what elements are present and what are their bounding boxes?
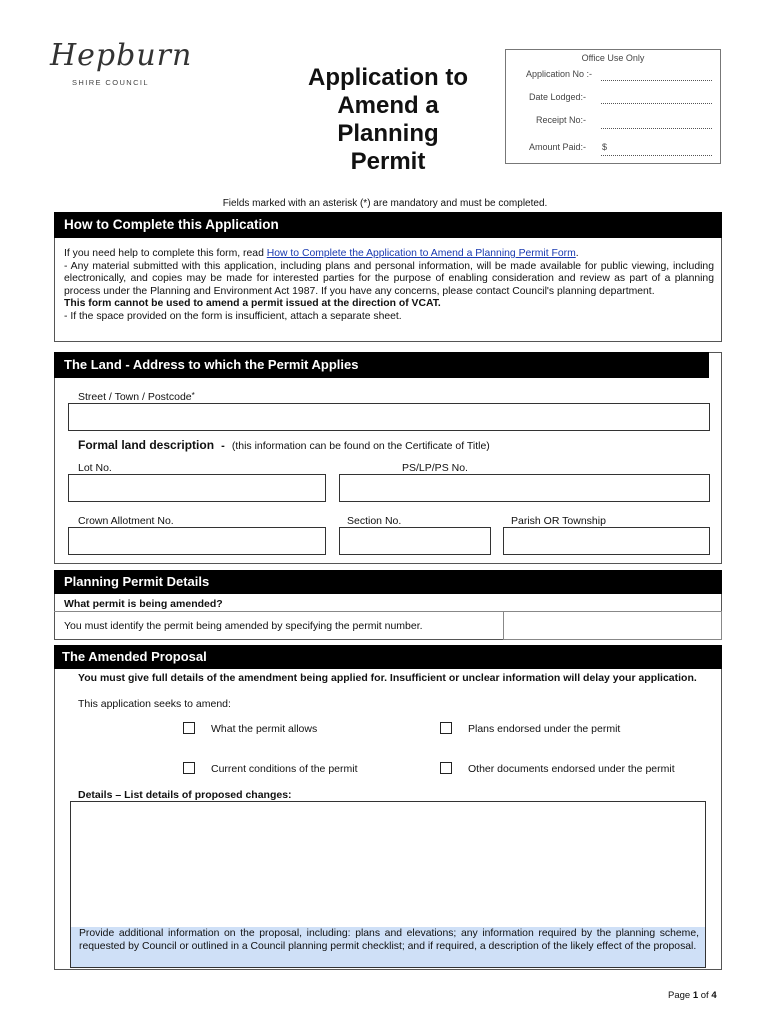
permit-number-input[interactable]: [503, 611, 722, 640]
parish-input[interactable]: [503, 527, 710, 555]
lot-input[interactable]: [68, 474, 326, 502]
date-lodged-label: Date Lodged:-: [528, 92, 586, 102]
council-logo-subtitle: SHIRE COUNCIL: [72, 78, 149, 87]
street-label: Street / Town / Postcode*: [78, 391, 195, 403]
permit-details-heading: Planning Permit Details: [54, 570, 722, 594]
how-to-text: If you need help to complete this form, read How to Complete the Application to Amend a Planning Permit Form. - Any material submitted with this application, including plans and personal information, will be made available for public viewing, including electronically, and copies may be made for interested parties for the purpose of enabling consideration and review as part of a planning process under the Planning and Environment Act 1987. If you have any concerns, please contact Council's planning department. This form cannot be used to amend a permit issued at the direction of VCAT. - If the space provided on the form is insufficient, attach a separate sheet.: [64, 248, 714, 322]
application-no-field: [601, 71, 712, 81]
section-input[interactable]: [339, 527, 491, 555]
amended-seeks: This application seeks to amend:: [78, 698, 231, 710]
date-lodged-field: [601, 94, 712, 104]
amended-must-give: You must give full details of the amendment being applied for. Insufficient or unclear information will delay your application.: [78, 672, 697, 684]
opt-permit-allows-checkbox[interactable]: [183, 722, 195, 734]
opt-plans-endorsed-label: Plans endorsed under the permit: [468, 723, 621, 735]
application-no-label: Application No :-: [525, 69, 592, 79]
details-guidance-note: Provide additional information on the proposal, including: plans and elevations; any information required by the planning scheme, requested by Council or outlined in a Council planning permit checklist; and if required, a description of the likely effect of the proposal.: [71, 927, 705, 967]
section-label: Section No.: [347, 515, 402, 527]
formal-description-label: Formal land description - (this information can be found on the Certificate of Title): [78, 438, 490, 452]
amount-paid-field: [601, 146, 712, 156]
permit-question: What permit is being amended?: [64, 598, 223, 610]
opt-conditions-checkbox[interactable]: [183, 762, 195, 774]
ps-input[interactable]: [339, 474, 710, 502]
opt-other-documents-checkbox[interactable]: [440, 762, 452, 774]
amended-heading: The Amended Proposal: [54, 645, 722, 669]
land-heading: The Land - Address to which the Permit Applies: [54, 352, 709, 378]
office-use-box: [505, 49, 721, 164]
crown-allotment-input[interactable]: [68, 527, 326, 555]
street-input[interactable]: [68, 403, 710, 431]
page-number: Page 1 of 4: [668, 990, 717, 1001]
crown-allotment-label: Crown Allotment No.: [78, 515, 174, 527]
currency-symbol: $: [602, 142, 608, 152]
receipt-no-field: [601, 119, 712, 129]
details-label: Details – List details of proposed changes:: [78, 789, 292, 801]
receipt-no-label: Receipt No:-: [535, 115, 586, 125]
ps-label: PS/LP/PS No.: [402, 462, 468, 474]
mandatory-note: Fields marked with an asterisk (*) are mandatory and must be completed.: [222, 198, 548, 209]
opt-plans-endorsed-checkbox[interactable]: [440, 722, 452, 734]
permit-instruction: You must identify the permit being amended by specifying the permit number.: [64, 620, 423, 632]
opt-permit-allows-label: What the permit allows: [211, 723, 318, 735]
amount-paid-label: Amount Paid:-: [528, 142, 586, 152]
how-to-guide-link[interactable]: How to Complete the Application to Amend a Planning Permit Form: [266, 248, 576, 259]
parish-label: Parish OR Township: [511, 515, 606, 527]
lot-label: Lot No.: [78, 462, 112, 474]
opt-conditions-label: Current conditions of the permit: [211, 763, 358, 775]
office-use-heading: Office Use Only: [581, 53, 645, 63]
how-to-heading: How to Complete this Application: [54, 212, 722, 238]
opt-other-documents-label: Other documents endorsed under the permit: [468, 763, 675, 775]
council-logo: Hepburn: [50, 38, 193, 73]
page-title: Application to Amend a Planning Permit: [308, 64, 468, 175]
